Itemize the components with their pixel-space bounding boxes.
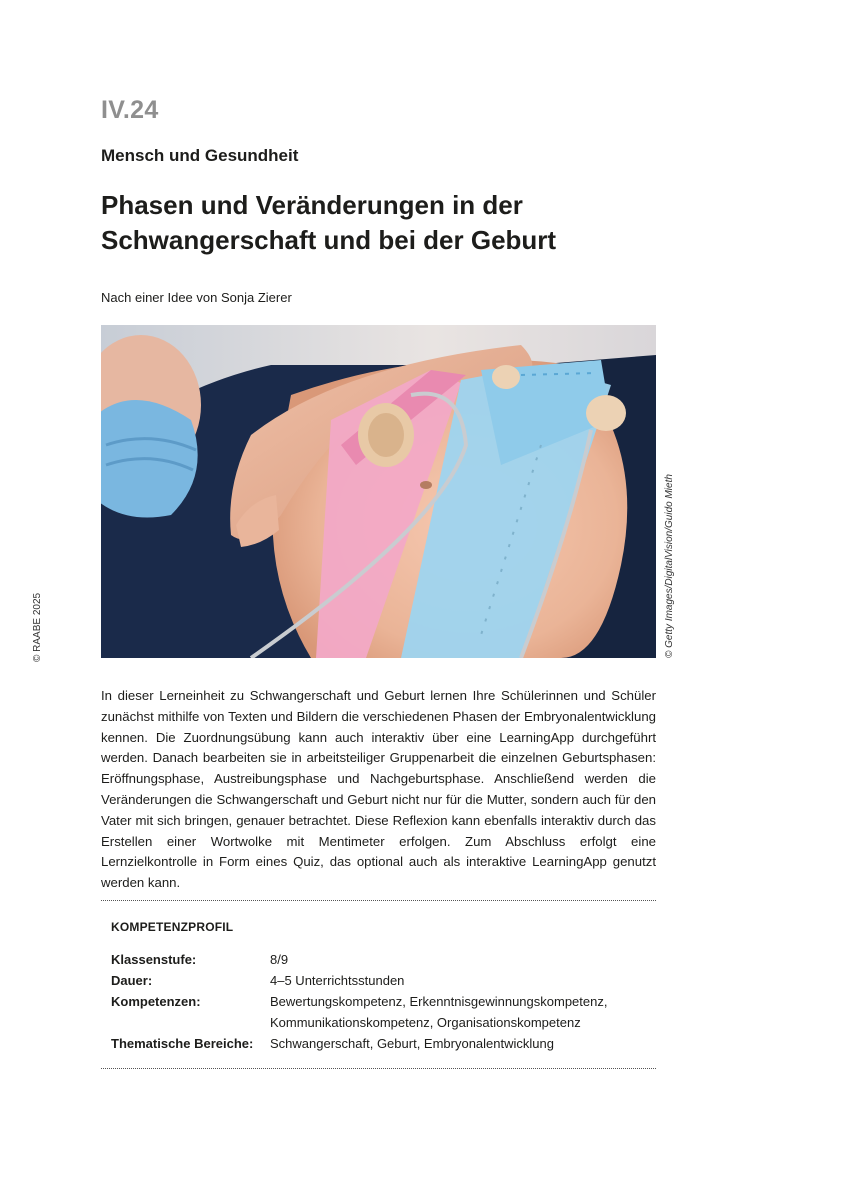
row-value-line: Bewertungskompetenz, Erkenntnisgewinnungskompetenz, (270, 994, 608, 1009)
table-row (111, 970, 641, 991)
subject-heading: Mensch und Gesundheit (101, 146, 299, 165)
divider-top (101, 900, 656, 901)
competence-profile-heading: KOMPETENZPROFIL (111, 920, 234, 934)
row-label: Thematische Bereiche: (111, 1036, 254, 1051)
photo-credit: © Getty Images/DigitalVision/Guido Mieth (664, 474, 675, 658)
row-value-line: Kommunikationskompetenz, Organisationskompetenz (270, 1015, 581, 1030)
row-value: Schwangerschaft, Geburt, Embryonalentwicklung (270, 1036, 554, 1051)
competence-profile-table (111, 949, 641, 1054)
author-line: Nach einer Idee von Sonja Zierer (101, 290, 292, 305)
row-value: 4–5 Unterrichtsstunden (270, 973, 405, 988)
unit-code: IV.24 (101, 96, 159, 124)
table-row (111, 1033, 641, 1054)
table-row (111, 991, 641, 1033)
table-row (111, 949, 641, 970)
row-label: Klassenstufe: (111, 952, 197, 967)
photo-illustration (101, 325, 656, 658)
row-value (270, 991, 641, 1033)
copyright-notice: © RAABE 2025 (32, 592, 43, 662)
page-title: Phasen und Veränderungen in der Schwangerschaft und bei der Geburt (101, 190, 557, 255)
intro-paragraph: In dieser Lerneinheit zu Schwangerschaft und Geburt lernen Ihre Schülerinnen und Schüler zunächst mithilfe von Texten und Bildern die verschiedenen Phasen der Embryonalentwicklung kennen. Die Zuordnungsübung kann auch interaktiv über eine LearningApp durchgeführt werden. Danach bearbeiten sie in arbeitsteiliger Gruppenarbeit die einzelnen Geburtsphasen: Eröffnungsphase, Austreibungsphase und Nachgeburtsphase. Anschließend werden die Veränderungen die Schwangerschaft und Geburt nicht nur für die Mutter, sondern auch für den Vater mit sich bringen, genauer betrachtet. Diese Reflexion kann ebenfalls interaktiv durch das Erstellen einer Wortwolke mit Mentimeter erfolgen. Zum Abschluss erfolgt eine Lernzielkontrolle in Form eines Quiz, das optional auch als interaktive LearningApp genutzt werden kann. (101, 688, 656, 891)
pregnancy-ctg-photo (101, 325, 656, 658)
row-label: Kompetenzen: (111, 994, 201, 1009)
row-value: 8/9 (270, 952, 289, 967)
divider-bottom (101, 1068, 656, 1069)
row-label: Dauer: (111, 973, 153, 988)
